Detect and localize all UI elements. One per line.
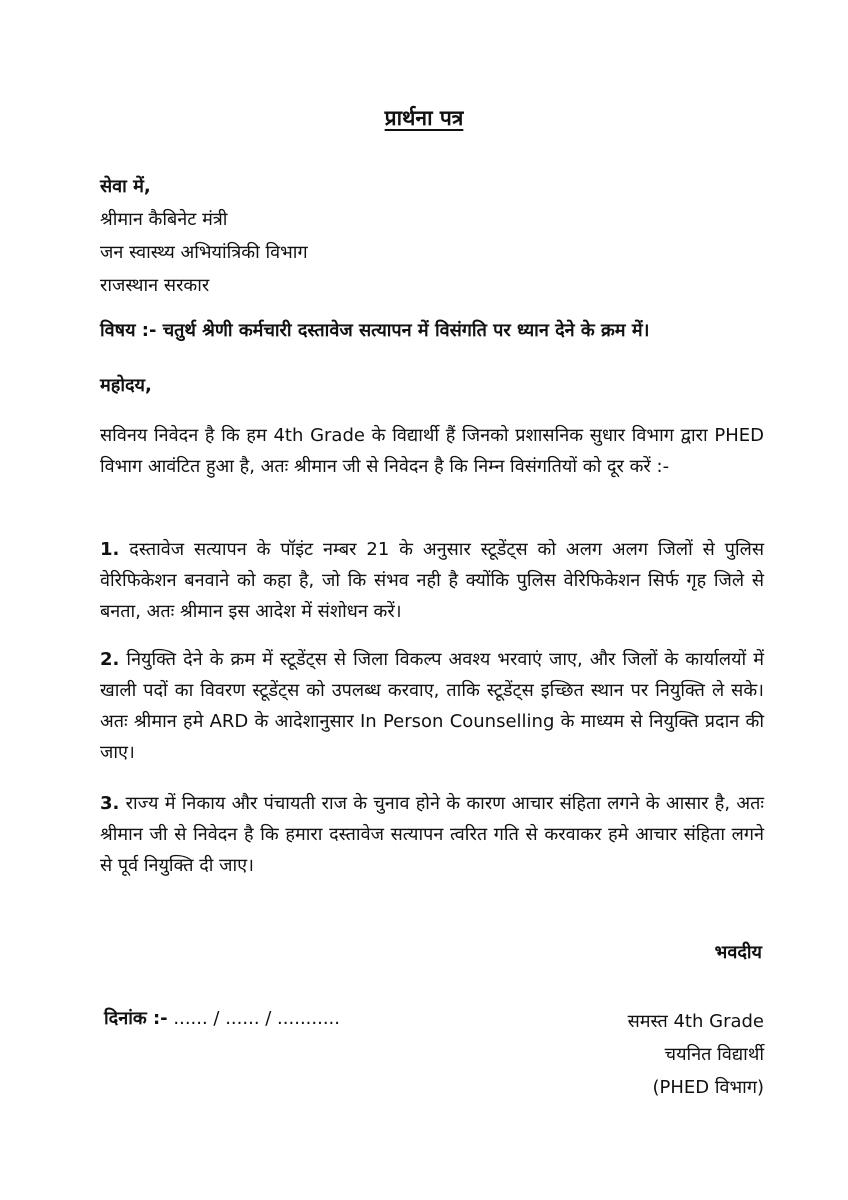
letter-closing: भवदीय [714, 942, 762, 963]
signature-line-2: चयनित विद्यार्थी [664, 1044, 764, 1065]
letter-title [0, 104, 848, 132]
point-number-3: 3. [100, 793, 120, 814]
point-text-1: दस्तावेज सत्यापन के पॉइंट नम्बर 21 के अनुसार स्टूडेंट्स को अलग अलग जिलों से पुलिस वेरिफिकेशन बनवाने को कहा है, जो कि संभव नही है क्योंकि पुलिस वेरिफिकेशन सिर्फ गृह जिले से बनता, अतः श्रीमान इस आदेश में संशोधन करें। [100, 539, 764, 622]
address-line-3: राजस्थान सरकार [100, 275, 210, 296]
signature-line-3: (PHED विभाग) [652, 1077, 764, 1098]
signature-block [628, 1005, 764, 1104]
point-number-1: 1. [100, 539, 120, 560]
letter-salutation: महोदय, [100, 375, 152, 396]
address-line-2: जन स्वास्थ्य अभियांत्रिकी विभाग [100, 242, 308, 263]
intro-paragraph: सविनय निवेदन है कि हम 4th Grade के विद्यार्थी हैं जिनको प्रशासनिक सुधार विभाग द्वारा PHED विभाग आवंटित हुआ है, अतः श्रीमान जी से निवेदन है कि निम्न विसंगतियों को दूर करें :- [100, 425, 764, 477]
point-paragraph-1 [100, 534, 764, 627]
point-paragraph-2 [100, 644, 764, 768]
address-line-1: श्रीमान कैबिनेट मंत्री [100, 209, 228, 230]
date-line [104, 1006, 340, 1030]
recipient-address [100, 170, 760, 302]
date-value: ...... / ...... / ........... [173, 1008, 340, 1029]
point-text-3: राज्य में निकाय और पंचायती राज के चुनाव होने के कारण आचार संहिता लगने के आसार है, अतः श्रीमान जी से निवेदन है कि हमारा दस्तावेज सत्यापन त्वरित गति से करवाकर हमे आचार संहिता लगने से पूर्व नियुक्ति दी जाए। [100, 793, 764, 876]
letter-subject: विषय :- चतुर्थ श्रेणी कर्मचारी दस्तावेज सत्यापन में विसंगति पर ध्यान देने के क्रम में। [100, 320, 650, 341]
point-number-2: 2. [100, 649, 120, 670]
address-greeting: सेवा में, [100, 176, 151, 197]
signature-line-1: समस्त 4th Grade [627, 1011, 764, 1032]
date-label: दिनांक :- [104, 1008, 168, 1029]
point-paragraph-3 [100, 788, 764, 881]
point-text-2: नियुक्ति देने के क्रम में स्टूडेंट्स से जिला विकल्प अवश्य भरवाएं जाए, और जिलों के कार्यालयों में खाली पदों का विवरण स्टूडेंट्स को उपलब्ध करवाए, ताकि स्टूडेंट्स इच्छित स्थान पर नियुक्ति ले सके। अतः श्रीमान हमे ARD के आदेशानुसार In Person Counselling के माध्यम से नियुक्ति प्रदान की जाए। [100, 649, 764, 763]
letter-title-text: प्रार्थना पत्र [384, 106, 464, 130]
